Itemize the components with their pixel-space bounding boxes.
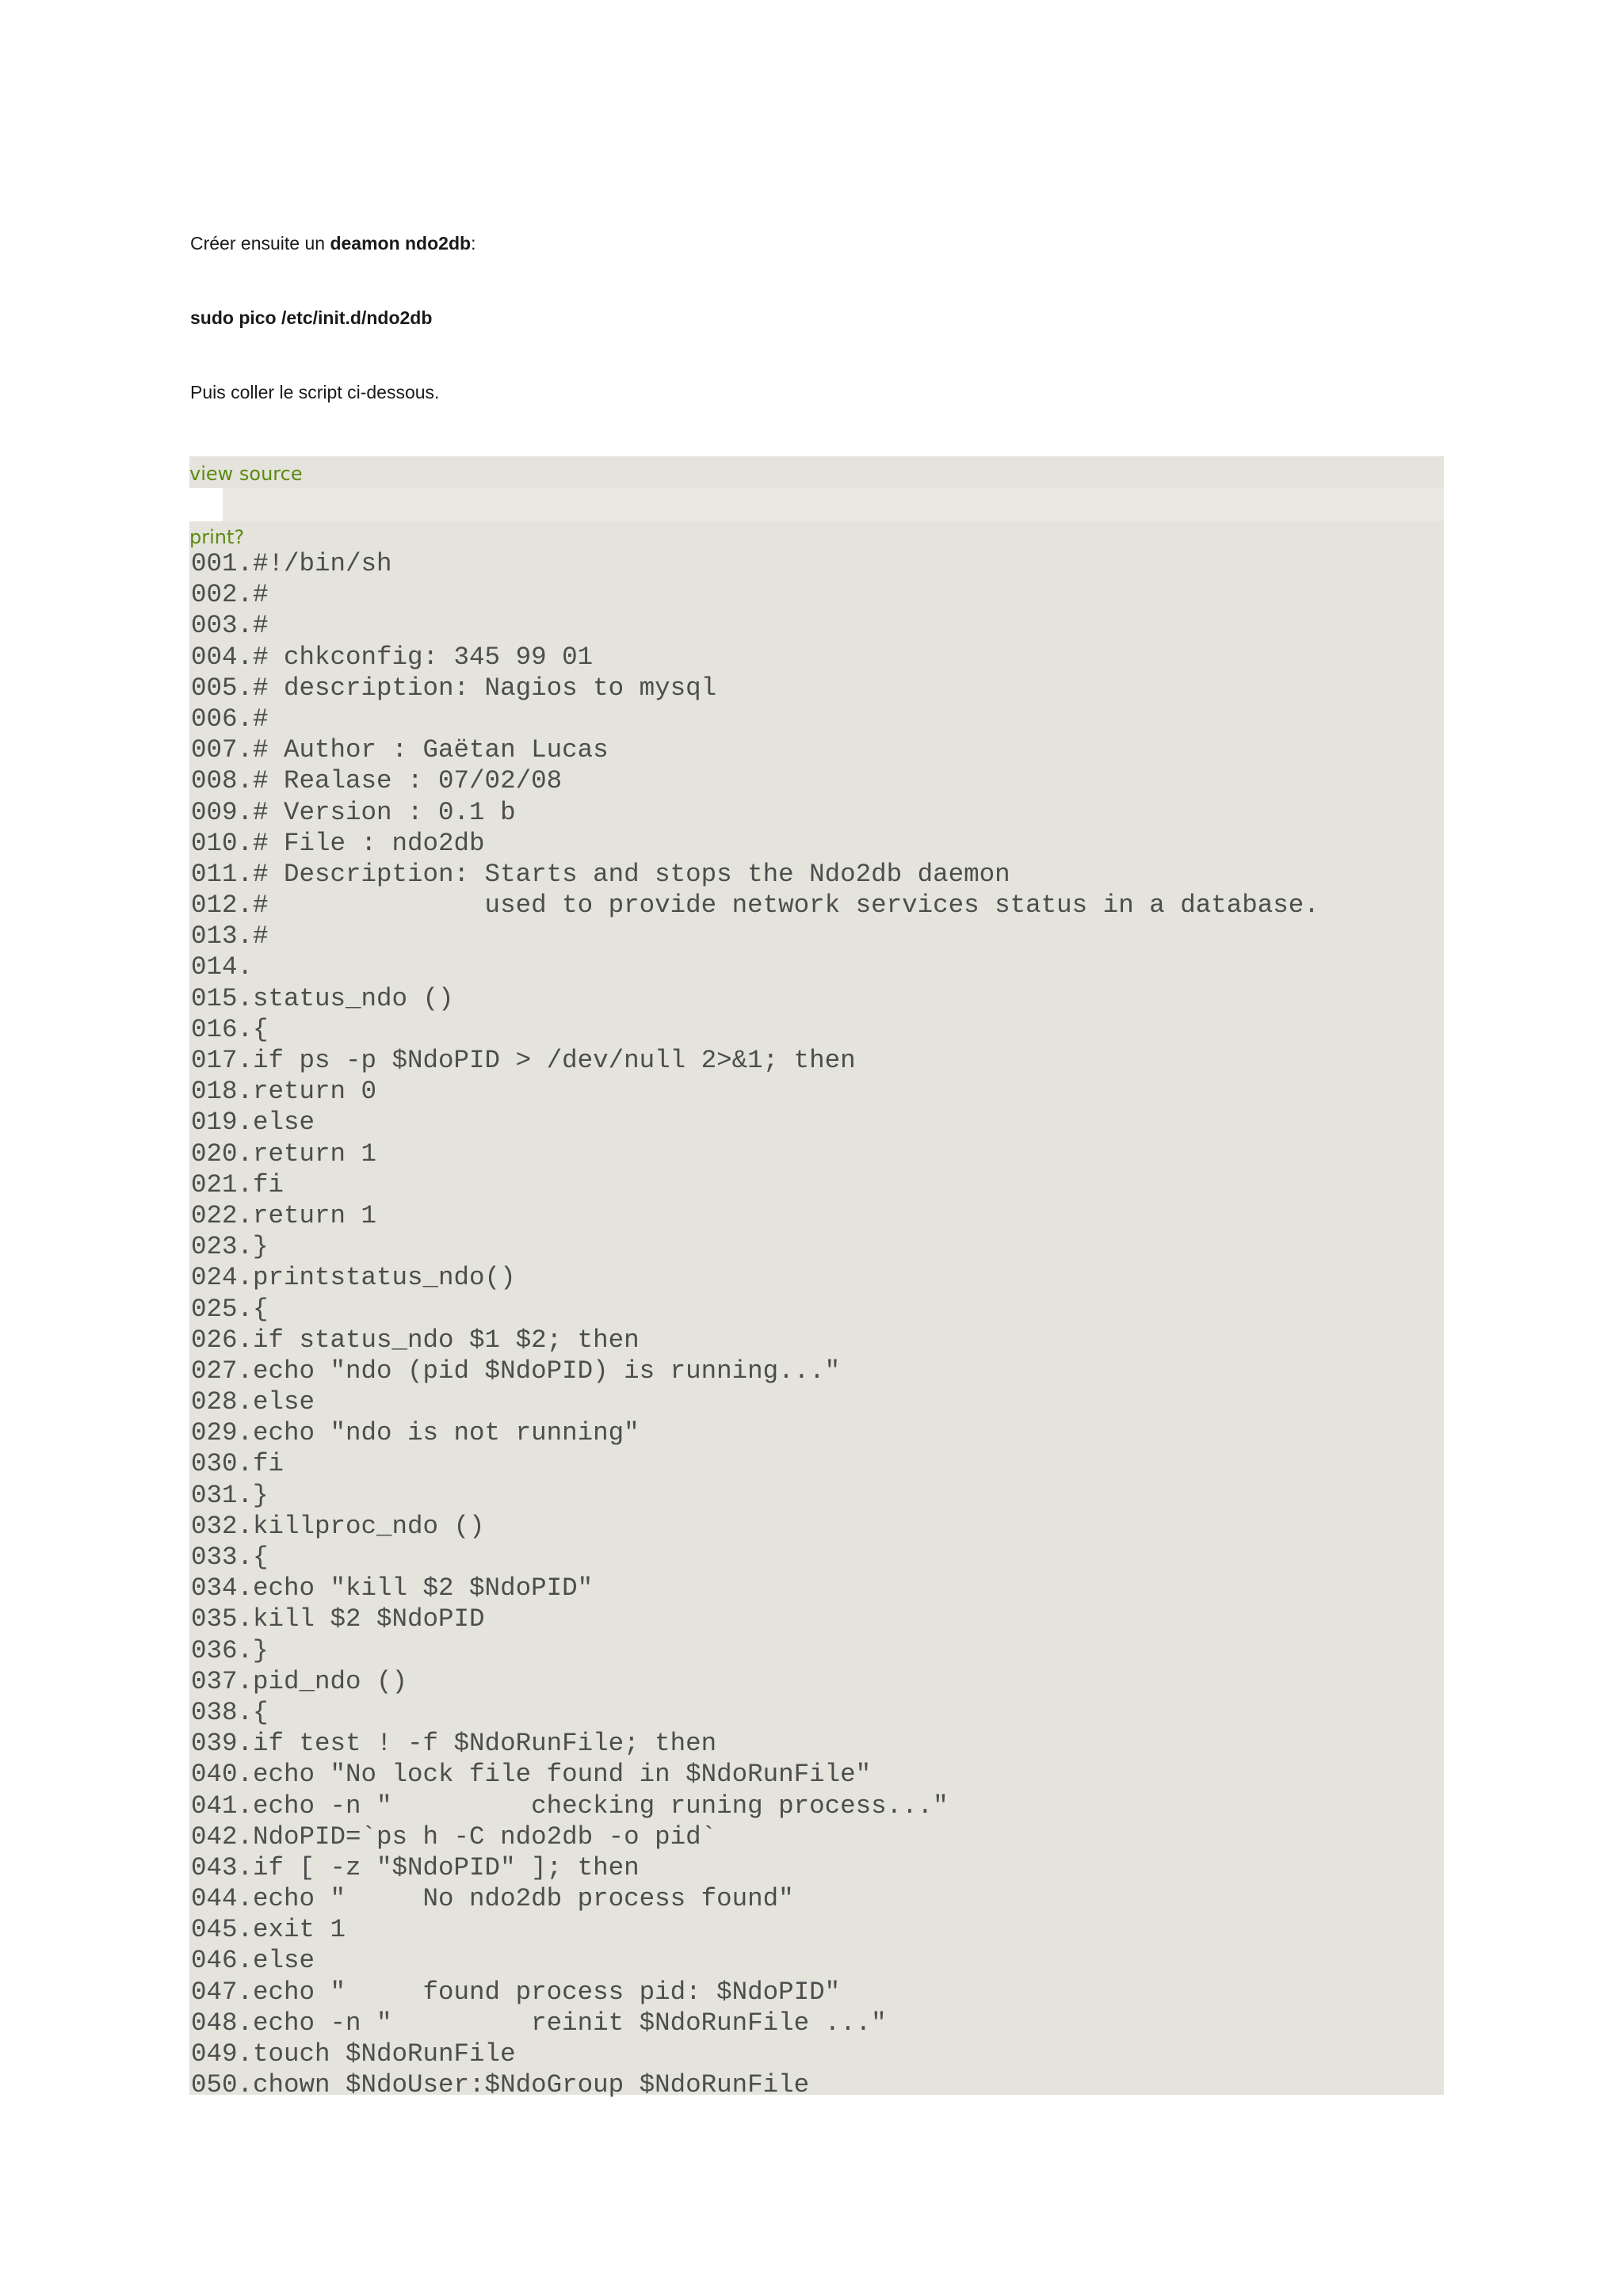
- intro-line-paste: Puis coller le script ci-dessous.: [190, 382, 440, 402]
- code-line: 014.: [191, 952, 254, 982]
- code-line: 045.exit 1: [191, 1915, 346, 1945]
- code-line: 015.status_ndo (): [191, 983, 454, 1013]
- code-line: 028.else: [191, 1387, 315, 1417]
- code-line: 041.echo -n " checking runing process...": [191, 1791, 949, 1821]
- view-source-link[interactable]: view source: [189, 463, 303, 485]
- code-line: 010.# File : ndo2db: [191, 828, 485, 858]
- command-text: sudo pico /etc/init.d/ndo2db: [190, 307, 433, 328]
- code-line: 039.if test ! -f $NdoRunFile; then: [191, 1729, 717, 1759]
- code-line: 001.#!/bin/sh: [191, 549, 392, 578]
- intro-text: Créer ensuite un: [190, 233, 330, 254]
- code-line: 018.return 0: [191, 1077, 377, 1107]
- code-line: 036.}: [191, 1635, 269, 1665]
- code-line: 017.if ps -p $NdoPID > /dev/null 2>&1; then: [191, 1046, 856, 1075]
- code-line: 035.kill $2 $NdoPID: [191, 1604, 485, 1634]
- code-line: 049.touch $NdoRunFile: [191, 2039, 516, 2069]
- code-line: 046.else: [191, 1946, 315, 1976]
- code-line: 011.# Description: Starts and stops the Ndo2db daemon: [191, 859, 1010, 889]
- code-line: 021.fi: [191, 1169, 285, 1199]
- code-line: 030.fi: [191, 1449, 285, 1479]
- code-line: 002.#: [191, 580, 269, 610]
- code-line: 044.echo " No ndo2db process found": [191, 1884, 794, 1914]
- code-line: 037.pid_ndo (): [191, 1666, 408, 1696]
- code-line: 033.{: [191, 1543, 269, 1572]
- code-line: 026.if status_ndo $1 $2; then: [191, 1325, 640, 1355]
- code-line: 034.echo "kill $2 $NdoPID": [191, 1573, 594, 1604]
- code-line: 038.{: [191, 1697, 269, 1727]
- code-line: 040.echo "No lock file found in $NdoRunFile": [191, 1760, 872, 1790]
- code-line: 050.chown $NdoUser:$NdoGroup $NdoRunFile: [191, 2070, 810, 2100]
- code-line: 005.# description: Nagios to mysql: [191, 673, 717, 703]
- code-line: 004.# chkconfig: 345 99 01: [191, 642, 594, 672]
- code-line: 008.# Realase : 07/02/08: [191, 766, 563, 796]
- code-line: 032.killproc_ndo (): [191, 1511, 485, 1541]
- code-listing: [191, 548, 1319, 2100]
- code-line: 027.echo "ndo (pid $NdoPID) is running...": [191, 1356, 841, 1386]
- code-line: 047.echo " found process pid: $NdoPID": [191, 1977, 841, 2007]
- code-line: 013.#: [191, 921, 269, 952]
- code-line: 022.return 1: [191, 1200, 377, 1230]
- toolbar-spacer: [189, 488, 223, 521]
- code-line: 006.#: [191, 704, 269, 734]
- code-line: 025.{: [191, 1294, 269, 1324]
- print-link[interactable]: print?: [189, 526, 245, 548]
- code-block: [189, 456, 1444, 2100]
- code-line: 043.if [ -z "$NdoPID" ]; then: [191, 1852, 640, 1882]
- code-line: 048.echo -n " reinit $NdoRunFile ...": [191, 2008, 887, 2038]
- code-line: 029.echo "ndo is not running": [191, 1418, 640, 1448]
- intro-line-create-daemon: [190, 231, 475, 255]
- code-line: 007.# Author : Gaëtan Lucas: [191, 735, 609, 765]
- toolbar-band: [223, 488, 1444, 521]
- daemon-name: deamon ndo2db: [330, 233, 472, 254]
- code-line: 016.{: [191, 1014, 269, 1044]
- intro-colon: :: [471, 233, 476, 254]
- code-line: 031.}: [191, 1480, 269, 1510]
- code-line: 042.NdoPID=`ps h -C ndo2db -o pid`: [191, 1821, 717, 1852]
- code-line: 019.else: [191, 1108, 315, 1138]
- code-line: 003.#: [191, 611, 269, 641]
- code-line: 012.# used to provide network services status in a database.: [191, 891, 1319, 921]
- code-line: 023.}: [191, 1232, 269, 1262]
- code-line: 020.return 1: [191, 1138, 377, 1169]
- code-line: 009.# Version : 0.1 b: [191, 797, 516, 827]
- code-line: 024.printstatus_ndo(): [191, 1263, 516, 1293]
